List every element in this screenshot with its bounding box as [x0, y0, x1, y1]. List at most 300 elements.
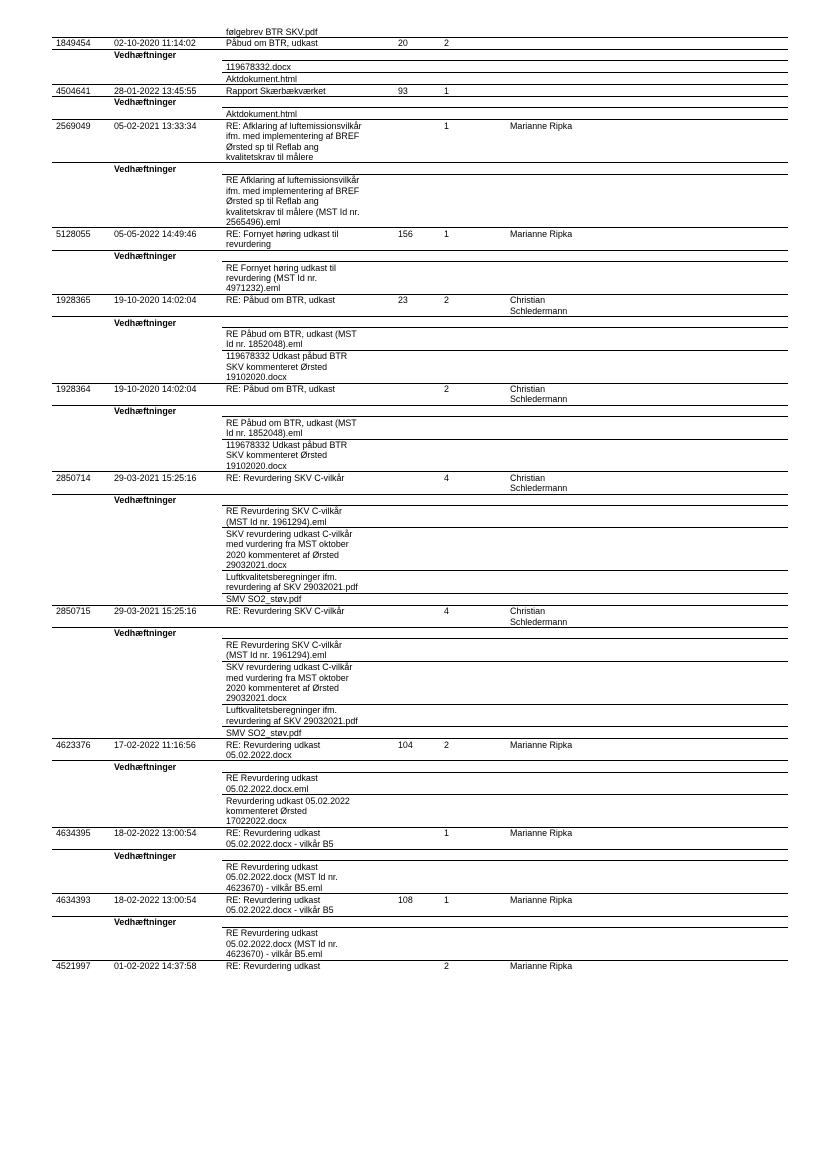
- document-count: 2: [440, 37, 506, 49]
- empty-cell: [52, 593, 110, 605]
- empty-cell: [394, 96, 440, 107]
- attachment-filename: RE Revurdering udkast 05.02.2022.docx.eml: [222, 772, 394, 794]
- document-row: [52, 85, 788, 97]
- attachment-filename: Revurdering udkast 05.02.2022 kommenteret Ørsted 17022022.docx: [222, 795, 394, 828]
- attachment-row: [52, 772, 788, 794]
- document-row: [52, 294, 788, 316]
- empty-cell: [110, 593, 222, 605]
- empty-cell: [110, 61, 222, 73]
- empty-cell: [506, 61, 788, 73]
- empty-cell: [440, 163, 506, 174]
- empty-cell: [394, 927, 440, 960]
- empty-cell: [52, 772, 110, 794]
- empty-cell: [52, 61, 110, 73]
- attachment-row: [52, 505, 788, 527]
- attachment-row: [52, 73, 788, 85]
- empty-cell: [440, 861, 506, 894]
- document-pages: 104: [394, 739, 440, 761]
- attachment-filename: Aktdokument.html: [222, 108, 394, 120]
- empty-cell: [506, 439, 788, 472]
- document-row: [52, 383, 788, 405]
- attachment-row: [52, 639, 788, 661]
- document-row: [52, 472, 788, 494]
- empty-cell: [394, 505, 440, 527]
- empty-cell: [394, 163, 440, 174]
- empty-cell: [52, 704, 110, 726]
- document-date: 05-02-2021 13:33:34: [110, 120, 222, 163]
- continued-attachment-row: [52, 26, 788, 37]
- document-id: 2850714: [52, 472, 110, 494]
- empty-cell: [52, 73, 110, 85]
- attachment-row: [52, 861, 788, 894]
- empty-cell: [394, 262, 440, 295]
- empty-cell: [222, 761, 394, 772]
- empty-cell: [394, 639, 440, 661]
- document-id: 1928365: [52, 294, 110, 316]
- document-person: Marianne Ripka: [506, 894, 788, 916]
- empty-cell: [506, 727, 788, 739]
- document-id: 4634395: [52, 827, 110, 849]
- empty-cell: [440, 916, 506, 927]
- empty-cell: [394, 26, 440, 37]
- document-person: Marianne Ripka: [506, 120, 788, 163]
- empty-cell: [506, 795, 788, 828]
- document-count: 4: [440, 472, 506, 494]
- document-row: [52, 960, 788, 971]
- empty-cell: [52, 571, 110, 593]
- empty-cell: [110, 439, 222, 472]
- empty-cell: [506, 174, 788, 228]
- empty-cell: [222, 405, 394, 416]
- empty-cell: [506, 850, 788, 861]
- attachments-label: Vedhæftninger: [110, 317, 222, 328]
- empty-cell: [394, 494, 440, 505]
- document-person: [506, 37, 788, 49]
- empty-cell: [440, 639, 506, 661]
- empty-cell: [440, 174, 506, 228]
- attachment-row: [52, 174, 788, 228]
- attachment-filename: RE Revurdering udkast 05.02.2022.docx (MST Id nr. 4623670) - vilkår B5.eml: [222, 861, 394, 894]
- document-count: 1: [440, 894, 506, 916]
- attachments-header-row: [52, 916, 788, 927]
- document-row: [52, 605, 788, 627]
- empty-cell: [110, 108, 222, 120]
- attachment-row: [52, 350, 788, 383]
- empty-cell: [440, 850, 506, 861]
- document-count: 1: [440, 827, 506, 849]
- attachment-row: [52, 528, 788, 571]
- empty-cell: [52, 916, 110, 927]
- empty-cell: [52, 795, 110, 828]
- attachment-row: [52, 593, 788, 605]
- document-title: RE: Påbud om BTR, udkast: [222, 383, 394, 405]
- document-title: Rapport Skærbækværket: [222, 85, 394, 97]
- empty-cell: [506, 494, 788, 505]
- attachment-row: [52, 571, 788, 593]
- attachments-header-row: [52, 627, 788, 638]
- empty-cell: [506, 49, 788, 60]
- attachment-row: [52, 262, 788, 295]
- empty-cell: [506, 405, 788, 416]
- document-person: Marianne Ripka: [506, 960, 788, 971]
- document-date: 19-10-2020 14:02:04: [110, 383, 222, 405]
- document-title: Påbud om BTR, udkast: [222, 37, 394, 49]
- empty-cell: [506, 593, 788, 605]
- empty-cell: [52, 494, 110, 505]
- empty-cell: [506, 916, 788, 927]
- empty-cell: [110, 528, 222, 571]
- empty-cell: [440, 96, 506, 107]
- empty-cell: [394, 174, 440, 228]
- empty-cell: [394, 772, 440, 794]
- empty-cell: [440, 505, 506, 527]
- empty-cell: [394, 850, 440, 861]
- empty-cell: [52, 317, 110, 328]
- document-id: 1928364: [52, 383, 110, 405]
- empty-cell: [110, 639, 222, 661]
- empty-cell: [52, 639, 110, 661]
- attachment-filename: SMV SO2_støv.pdf: [222, 727, 394, 739]
- empty-cell: [222, 916, 394, 927]
- attachment-filename: Luftkvalitetsberegninger ifm. revurdering af SKV 29032021.pdf: [222, 704, 394, 726]
- attachment-filename: 119678332.docx: [222, 61, 394, 73]
- attachments-label: Vedhæftninger: [110, 494, 222, 505]
- empty-cell: [110, 727, 222, 739]
- empty-cell: [52, 528, 110, 571]
- empty-cell: [506, 761, 788, 772]
- empty-cell: [440, 108, 506, 120]
- attachment-row: [52, 61, 788, 73]
- empty-cell: [506, 639, 788, 661]
- document-date: 01-02-2022 14:37:58: [110, 960, 222, 971]
- empty-cell: [440, 61, 506, 73]
- empty-cell: [110, 328, 222, 350]
- empty-cell: [222, 850, 394, 861]
- empty-cell: [52, 761, 110, 772]
- document-title: RE: Fornyet høring udkast til revurdering: [222, 228, 394, 250]
- document-date: 29-03-2021 15:25:16: [110, 472, 222, 494]
- empty-cell: [394, 528, 440, 571]
- empty-cell: [110, 26, 222, 37]
- document-pages: 108: [394, 894, 440, 916]
- attachment-filename: 119678332 Udkast påbud BTR SKV kommenteret Ørsted 19102020.docx: [222, 439, 394, 472]
- empty-cell: [506, 861, 788, 894]
- empty-cell: [440, 328, 506, 350]
- empty-cell: [394, 317, 440, 328]
- empty-cell: [506, 317, 788, 328]
- document-row: [52, 894, 788, 916]
- empty-cell: [394, 861, 440, 894]
- empty-cell: [440, 593, 506, 605]
- document-id: 1849454: [52, 37, 110, 49]
- empty-cell: [52, 727, 110, 739]
- empty-cell: [506, 505, 788, 527]
- attachment-filename: SKV revurdering udkast C-vilkår med vurdering fra MST oktober 2020 kommenteret af Ørsted 29032021.docx: [222, 661, 394, 704]
- empty-cell: [52, 328, 110, 350]
- document-id: 2850715: [52, 605, 110, 627]
- empty-cell: [440, 927, 506, 960]
- attachments-label: Vedhæftninger: [110, 627, 222, 638]
- document-pages: [394, 827, 440, 849]
- empty-cell: [52, 439, 110, 472]
- empty-cell: [110, 417, 222, 439]
- empty-cell: [506, 772, 788, 794]
- empty-cell: [222, 494, 394, 505]
- empty-cell: [52, 661, 110, 704]
- empty-cell: [222, 627, 394, 638]
- empty-cell: [506, 627, 788, 638]
- document-row: [52, 120, 788, 163]
- attachment-filename: Luftkvalitetsberegninger ifm. revurdering af SKV 29032021.pdf: [222, 571, 394, 593]
- document-title: RE: Påbud om BTR, udkast: [222, 294, 394, 316]
- attachments-header-row: [52, 250, 788, 261]
- document-id: 4521997: [52, 960, 110, 971]
- empty-cell: [394, 795, 440, 828]
- empty-cell: [52, 174, 110, 228]
- empty-cell: [394, 439, 440, 472]
- attachments-label: Vedhæftninger: [110, 405, 222, 416]
- document-pages: 156: [394, 228, 440, 250]
- attachments-header-row: [52, 850, 788, 861]
- document-count: 2: [440, 739, 506, 761]
- empty-cell: [110, 795, 222, 828]
- document-date: 02-10-2020 11:14:02: [110, 37, 222, 49]
- empty-cell: [110, 73, 222, 85]
- empty-cell: [52, 505, 110, 527]
- empty-cell: [506, 250, 788, 261]
- document-count: 2: [440, 383, 506, 405]
- empty-cell: [506, 108, 788, 120]
- attachment-row: [52, 795, 788, 828]
- empty-cell: [52, 417, 110, 439]
- empty-cell: [52, 163, 110, 174]
- empty-cell: [440, 250, 506, 261]
- document-count: 4: [440, 605, 506, 627]
- document-count: 1: [440, 228, 506, 250]
- empty-cell: [110, 571, 222, 593]
- document-date: 29-03-2021 15:25:16: [110, 605, 222, 627]
- empty-cell: [222, 163, 394, 174]
- document-title: RE: Revurdering udkast 05.02.2022.docx: [222, 739, 394, 761]
- empty-cell: [52, 26, 110, 37]
- document-id: 2569049: [52, 120, 110, 163]
- attachments-header-row: [52, 317, 788, 328]
- empty-cell: [110, 350, 222, 383]
- empty-cell: [506, 96, 788, 107]
- document-pages: [394, 605, 440, 627]
- empty-cell: [506, 328, 788, 350]
- document-person: [506, 85, 788, 97]
- empty-cell: [52, 861, 110, 894]
- empty-cell: [110, 927, 222, 960]
- empty-cell: [52, 927, 110, 960]
- attachments-header-row: [52, 49, 788, 60]
- attachment-filename: SKV revurdering udkast C-vilkår med vurdering fra MST oktober 2020 kommenteret af Ørsted 29032021.docx: [222, 528, 394, 571]
- empty-cell: [394, 61, 440, 73]
- attachment-filename: 119678332 Udkast påbud BTR SKV kommenteret Ørsted 19102020.docx: [222, 350, 394, 383]
- document-pages: [394, 960, 440, 971]
- document-count: 1: [440, 120, 506, 163]
- document-person: Christian Schledermann: [506, 294, 788, 316]
- document-title: RE: Revurdering udkast 05.02.2022.docx - vilkår B5: [222, 827, 394, 849]
- empty-cell: [394, 49, 440, 60]
- attachment-filename: Aktdokument.html: [222, 73, 394, 85]
- empty-cell: [52, 627, 110, 638]
- attachment-row: [52, 727, 788, 739]
- empty-cell: [440, 627, 506, 638]
- empty-cell: [52, 405, 110, 416]
- empty-cell: [110, 704, 222, 726]
- empty-cell: [440, 262, 506, 295]
- attachments-header-row: [52, 96, 788, 107]
- attachments-label: Vedhæftninger: [110, 761, 222, 772]
- document-person: Christian Schledermann: [506, 605, 788, 627]
- document-row: [52, 228, 788, 250]
- document-title: RE: Revurdering udkast: [222, 960, 394, 971]
- empty-cell: [110, 262, 222, 295]
- document-list-table: [52, 26, 788, 972]
- document-row: [52, 827, 788, 849]
- empty-cell: [506, 571, 788, 593]
- empty-cell: [394, 571, 440, 593]
- document-title: RE: Afklaring af luftemissionsvilkår ifm. med implementering af BREF Ørsted sp til Reflab ang kvalitetskrav til målere: [222, 120, 394, 163]
- empty-cell: [440, 26, 506, 37]
- empty-cell: [506, 661, 788, 704]
- document-pages: [394, 120, 440, 163]
- empty-cell: [440, 727, 506, 739]
- empty-cell: [440, 772, 506, 794]
- empty-cell: [52, 108, 110, 120]
- attachments-header-row: [52, 405, 788, 416]
- document-person: Christian Schledermann: [506, 472, 788, 494]
- empty-cell: [52, 49, 110, 60]
- document-id: 4504641: [52, 85, 110, 97]
- empty-cell: [440, 528, 506, 571]
- document-person: Christian Schledermann: [506, 383, 788, 405]
- empty-cell: [506, 262, 788, 295]
- empty-cell: [394, 627, 440, 638]
- attachment-row: [52, 704, 788, 726]
- document-pages: 23: [394, 294, 440, 316]
- empty-cell: [394, 108, 440, 120]
- attachment-row: [52, 439, 788, 472]
- empty-cell: [440, 417, 506, 439]
- document-title: RE: Revurdering SKV C-vilkår: [222, 472, 394, 494]
- document-title: RE: Revurdering SKV C-vilkår: [222, 605, 394, 627]
- empty-cell: [52, 96, 110, 107]
- document-page: [52, 26, 788, 972]
- empty-cell: [440, 49, 506, 60]
- empty-cell: [110, 861, 222, 894]
- empty-cell: [506, 26, 788, 37]
- empty-cell: [506, 73, 788, 85]
- attachment-row: [52, 927, 788, 960]
- attachment-row: [52, 328, 788, 350]
- empty-cell: [440, 439, 506, 472]
- empty-cell: [394, 661, 440, 704]
- empty-cell: [222, 250, 394, 261]
- document-date: 17-02-2022 11:16:56: [110, 739, 222, 761]
- document-date: 05-05-2022 14:49:46: [110, 228, 222, 250]
- document-id: 5128055: [52, 228, 110, 250]
- document-date: 28-01-2022 13:45:55: [110, 85, 222, 97]
- attachments-label: Vedhæftninger: [110, 96, 222, 107]
- empty-cell: [440, 761, 506, 772]
- empty-cell: [394, 761, 440, 772]
- empty-cell: [440, 795, 506, 828]
- empty-cell: [506, 163, 788, 174]
- empty-cell: [394, 73, 440, 85]
- empty-cell: [440, 317, 506, 328]
- document-count: 2: [440, 960, 506, 971]
- attachments-label: Vedhæftninger: [110, 163, 222, 174]
- document-person: Marianne Ripka: [506, 739, 788, 761]
- document-id: 4634393: [52, 894, 110, 916]
- empty-cell: [110, 505, 222, 527]
- empty-cell: [506, 927, 788, 960]
- empty-cell: [110, 772, 222, 794]
- attachments-label: Vedhæftninger: [110, 850, 222, 861]
- document-list-body: [52, 26, 788, 972]
- empty-cell: [394, 593, 440, 605]
- document-row: [52, 37, 788, 49]
- empty-cell: [394, 250, 440, 261]
- empty-cell: [440, 571, 506, 593]
- attachment-filename: RE Påbud om BTR, udkast (MST Id nr. 1852048).eml: [222, 328, 394, 350]
- document-date: 18-02-2022 13:00:54: [110, 827, 222, 849]
- empty-cell: [394, 405, 440, 416]
- empty-cell: [506, 528, 788, 571]
- empty-cell: [394, 417, 440, 439]
- document-date: 18-02-2022 13:00:54: [110, 894, 222, 916]
- empty-cell: [440, 73, 506, 85]
- attachment-filename: RE Revurdering SKV C-vilkår (MST Id nr. 1961294).eml: [222, 639, 394, 661]
- document-count: 2: [440, 294, 506, 316]
- empty-cell: [110, 661, 222, 704]
- empty-cell: [110, 174, 222, 228]
- empty-cell: [52, 850, 110, 861]
- empty-cell: [222, 96, 394, 107]
- document-pages: 93: [394, 85, 440, 97]
- attachment-filename: RE Fornyet høring udkast til revurdering (MST Id nr. 4971232).eml: [222, 262, 394, 295]
- empty-cell: [394, 916, 440, 927]
- attachments-label: Vedhæftninger: [110, 49, 222, 60]
- document-person: Marianne Ripka: [506, 827, 788, 849]
- empty-cell: [52, 350, 110, 383]
- attachments-header-row: [52, 494, 788, 505]
- document-pages: [394, 472, 440, 494]
- attachment-filename: RE Afklaring af luftemissionsvilkår ifm. med implementering af BREF Ørsted sp til Reflab ang kvalitetskrav til målere (MST Id nr. 2565496).eml: [222, 174, 394, 228]
- attachments-label: Vedhæftninger: [110, 916, 222, 927]
- empty-cell: [506, 350, 788, 383]
- empty-cell: [440, 405, 506, 416]
- attachment-filename: RE Revurdering SKV C-vilkår (MST Id nr. 1961294).eml: [222, 505, 394, 527]
- attachments-header-row: [52, 163, 788, 174]
- attachment-row: [52, 108, 788, 120]
- attachment-row: [52, 417, 788, 439]
- empty-cell: [394, 704, 440, 726]
- document-count: 1: [440, 85, 506, 97]
- attachment-filename: følgebrev BTR SKV.pdf: [226, 26, 318, 37]
- empty-cell: [394, 328, 440, 350]
- empty-cell: [394, 350, 440, 383]
- empty-cell: [440, 494, 506, 505]
- empty-cell: [222, 317, 394, 328]
- empty-cell: [440, 661, 506, 704]
- document-pages: 20: [394, 37, 440, 49]
- empty-cell: [394, 727, 440, 739]
- empty-cell: [52, 250, 110, 261]
